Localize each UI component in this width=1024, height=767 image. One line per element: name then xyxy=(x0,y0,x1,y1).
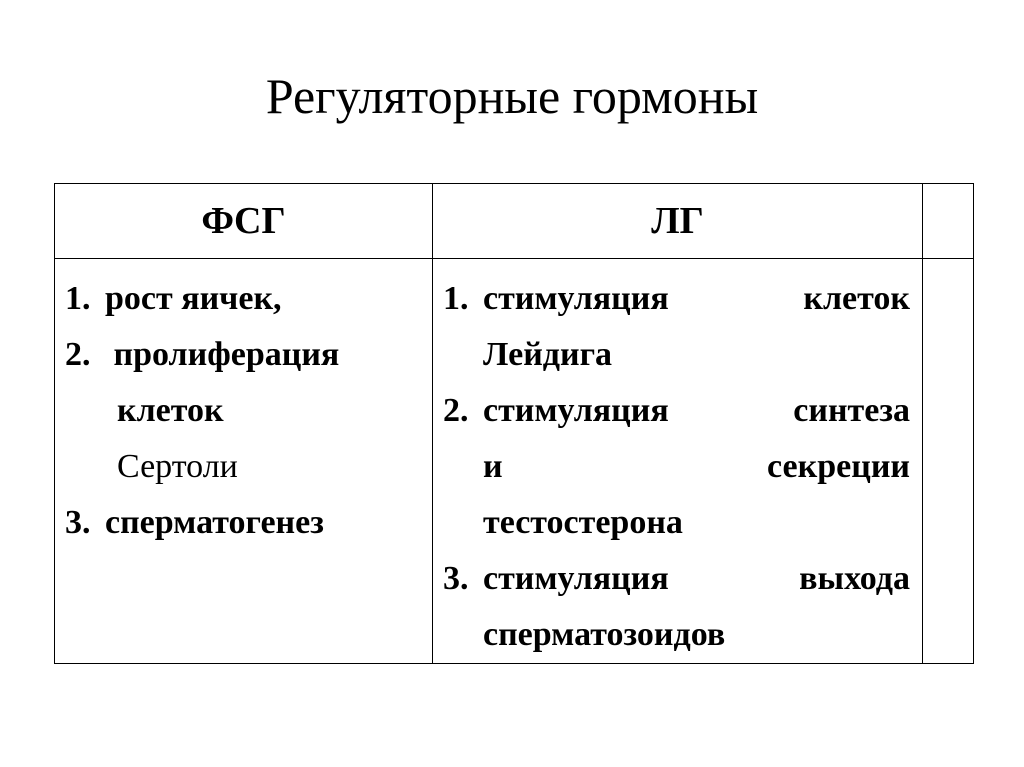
list-item xyxy=(65,271,420,327)
list-number: 2. xyxy=(65,336,91,373)
slide-title: Регуляторные гормоны xyxy=(265,68,759,124)
hormones-table-grid xyxy=(54,183,974,664)
list-text xyxy=(483,551,910,663)
empty-cell xyxy=(923,259,974,664)
list-text-line: стимуляция синтеза xyxy=(483,392,910,429)
lh-cell xyxy=(433,259,923,664)
list-text xyxy=(483,271,910,383)
list-text: рост яичек, xyxy=(105,280,282,317)
list-number: 2. xyxy=(443,392,469,429)
list-text-line: Сертоли xyxy=(117,448,238,485)
list-item xyxy=(443,551,910,663)
list-text-line: стимуляция выхода xyxy=(483,560,910,597)
list-text xyxy=(483,383,910,551)
header-lh: ЛГ xyxy=(433,184,923,259)
list-text-line: клеток xyxy=(117,392,224,429)
fsg-list xyxy=(55,259,432,551)
list-text: сперматогенез xyxy=(105,504,324,541)
content-row xyxy=(55,259,974,664)
list-text-line: и секреции xyxy=(483,448,910,485)
fsg-cell xyxy=(55,259,433,664)
list-text xyxy=(105,327,420,495)
list-item xyxy=(443,271,910,383)
lh-list xyxy=(433,259,922,663)
hormones-table xyxy=(54,183,973,653)
header-empty xyxy=(923,184,974,259)
list-text-line: Лейдига xyxy=(483,336,613,373)
list-number: 3. xyxy=(443,560,469,597)
list-text-line: стимуляция клеток xyxy=(483,280,910,317)
list-item xyxy=(443,383,910,551)
header-row xyxy=(55,184,974,259)
list-item xyxy=(65,495,420,551)
list-number: 1. xyxy=(443,280,469,317)
list-text-line: тестостерона xyxy=(483,504,683,541)
list-text-line: пролиферация xyxy=(105,336,340,373)
list-number: 1. xyxy=(65,280,91,317)
list-item xyxy=(65,327,420,495)
header-fsg: ФСГ xyxy=(55,184,433,259)
list-text-line: сперматозоидов xyxy=(483,616,726,653)
list-number: 3. xyxy=(65,504,91,541)
